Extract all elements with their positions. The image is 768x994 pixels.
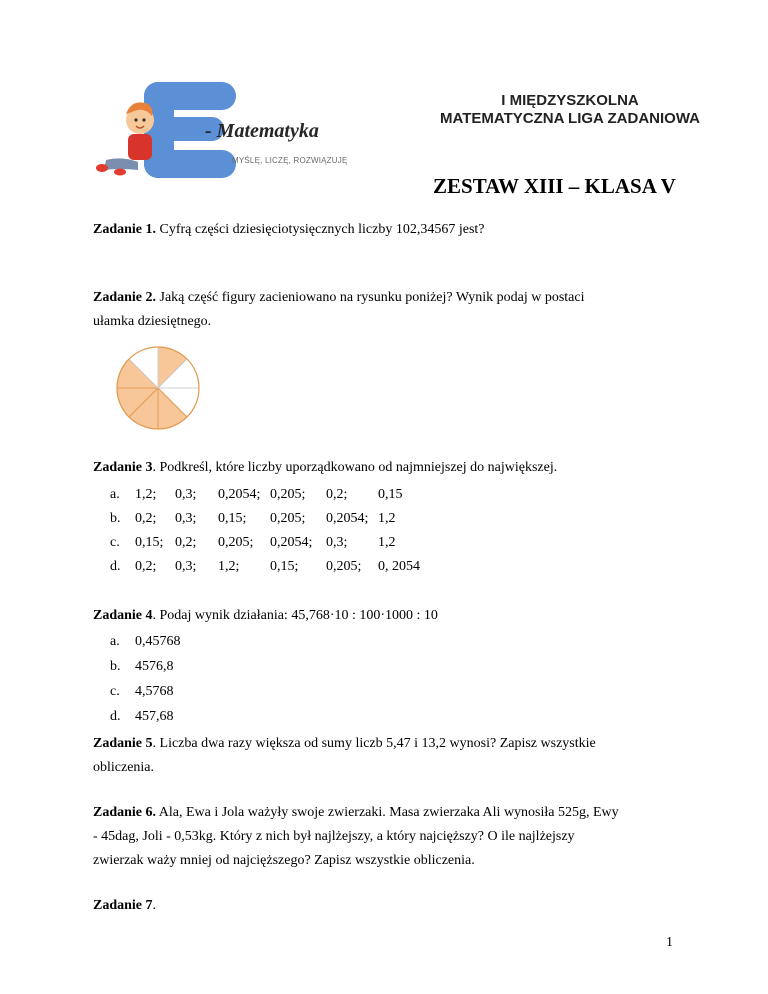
task-6-text: Ala, Ewa i Jola ważyły swoje zwierzaki. Masa zwierzaka Ali wynosiła 525g, Ewy: [156, 805, 619, 820]
task-6-text-cont-2: zwierzak waży mniej od najcięższego? Zapisz wszystkie obliczenia.: [93, 853, 475, 868]
task-5: [93, 736, 596, 752]
task-4-option-letter: d.: [110, 709, 121, 724]
task-3-option-value: 1,2: [378, 535, 396, 550]
logo-brand-text: - Matematyka: [205, 120, 319, 142]
task-7-label: Zadanie 7: [93, 898, 153, 913]
task-4-option-value: 457,68: [135, 709, 174, 724]
header-line-1: I MIĘDZYSZKOLNA: [501, 92, 639, 109]
task-3-option-value: 0,2;: [135, 511, 157, 526]
pie-figure: [115, 345, 201, 431]
task-6-text-cont-1: - 45dag, Joli - 0,53kg. Który z nich był najlżejszy, a który najcięższy? O ile najlżejszy: [93, 829, 575, 844]
task-3-option-value: 0,15;: [218, 511, 247, 526]
header-line-2: MATEMATYCZNA LIGA ZADANIOWA: [440, 110, 700, 127]
task-2-text: Jaką część figury zacieniowano na rysunku poniżej? Wynik podaj w postaci: [156, 290, 585, 305]
task-3-option-value: 0,205;: [270, 487, 306, 502]
task-4-label: Zadanie 4: [93, 608, 153, 623]
task-3-option-letter: c.: [110, 535, 120, 550]
task-3-option-value: 0,15;: [270, 559, 299, 574]
task-7-text: .: [152, 898, 157, 913]
task-3-option-value: 0,3;: [326, 535, 348, 550]
task-2: [93, 290, 585, 306]
task-3-option-value: 0,3;: [175, 559, 197, 574]
task-2-text-cont: ułamka dziesiętnego.: [93, 314, 212, 329]
task-3-option-value: 0,205;: [326, 559, 362, 574]
task-3-option-value: 0,15;: [135, 535, 164, 550]
task-1-label: Zadanie 1.: [93, 222, 157, 237]
task-4-option-value: 4576,8: [135, 659, 174, 674]
task-3-option-value: 0,2;: [135, 559, 157, 574]
task-3: [93, 460, 557, 476]
task-3-option-value: 0,205;: [218, 535, 254, 550]
task-3-option-value: 1,2;: [135, 487, 157, 502]
task-3-option-value: 0,15: [378, 487, 403, 502]
task-1: [93, 222, 485, 238]
task-2-label: Zadanie 2.: [93, 290, 157, 305]
task-7: [93, 898, 156, 914]
task-3-option-letter: d.: [110, 559, 121, 574]
task-4-text: . Podaj wynik działania:: [152, 608, 292, 623]
task-3-label: Zadanie 3: [93, 460, 153, 475]
task-3-option-value: 0,2;: [326, 487, 348, 502]
task-3-option-value: 1,2;: [218, 559, 240, 574]
task-3-text: . Podkreśl, które liczby uporządkowano od najmniejszej do największej.: [152, 460, 558, 475]
set-title: ZESTAW XIII – KLASA V: [433, 174, 676, 198]
task-6: [93, 805, 619, 821]
task-3-option-value: 0,2054;: [326, 511, 369, 526]
logo-tagline: MYŚLĘ, LICZĘ, ROZWIĄZUJĘ: [232, 156, 348, 165]
task-3-option-value: 0,3;: [175, 487, 197, 502]
task-5-text: . Liczba dwa razy większa od sumy liczb 5,47 i 13,2 wynosi? Zapisz wszystkie: [152, 736, 596, 751]
task-3-option-value: 1,2: [378, 511, 396, 526]
task-5-label: Zadanie 5: [93, 736, 153, 751]
task-4-option-value: 4,5768: [135, 684, 174, 699]
task-3-option-value: 0,3;: [175, 511, 197, 526]
task-4-option-letter: c.: [110, 684, 120, 699]
task-4-option-value: 0,45768: [135, 634, 181, 649]
task-3-option-letter: b.: [110, 511, 121, 526]
task-5-text-cont: obliczenia.: [93, 760, 155, 775]
task-3-option-value: 0,2054;: [270, 535, 313, 550]
task-3-option-value: 0,205;: [270, 511, 306, 526]
page-number: 1: [666, 935, 673, 950]
task-3-option-value: 0, 2054: [378, 559, 420, 574]
task-3-option-value: 0,2;: [175, 535, 197, 550]
task-6-label: Zadanie 6.: [93, 805, 157, 820]
task-4-option-letter: a.: [110, 634, 120, 649]
task-3-option-value: 0,2054;: [218, 487, 261, 502]
task-1-text: Cyfrą części dziesięciotysięcznych liczby 102,34567 jest?: [156, 222, 485, 237]
task-4-expression: 45,768·10 : 100·1000 : 10: [291, 608, 438, 623]
task-4-option-letter: b.: [110, 659, 121, 674]
task-3-option-letter: a.: [110, 487, 120, 502]
task-4: [93, 608, 438, 624]
